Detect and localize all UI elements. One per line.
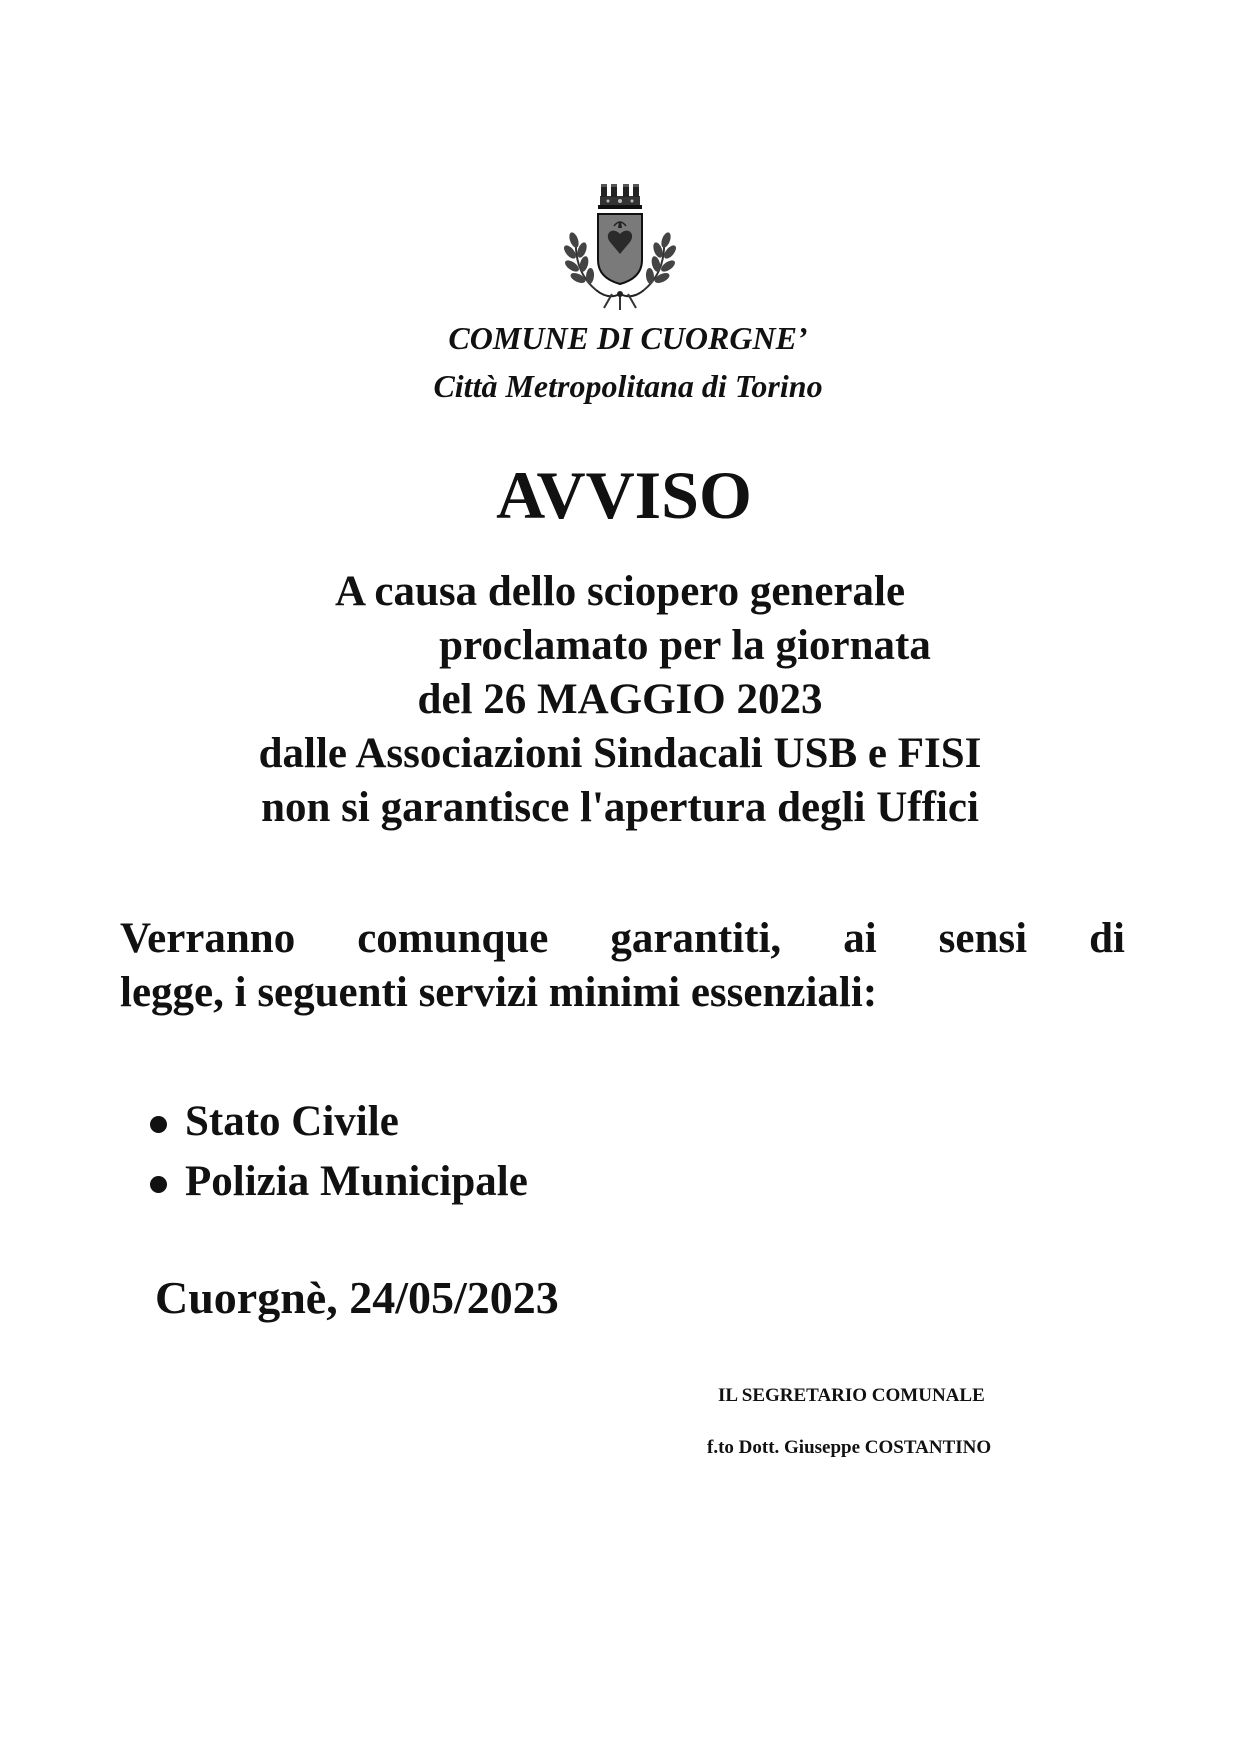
guarantee-word: ai — [843, 915, 877, 962]
municipality-name: COMUNE DI CUORGNE’ — [448, 320, 808, 356]
province-name: Città Metropolitana di Torino — [433, 368, 823, 404]
list-item — [150, 1092, 528, 1152]
body-line: del 26 MAGGIO 2023 — [417, 676, 823, 723]
laurel-branch-right-icon — [644, 231, 678, 290]
ribbon-icon — [596, 290, 644, 310]
signature-name: f.to Dott. Giuseppe COSTANTINO — [707, 1437, 992, 1458]
service-label: Polizia Municipale — [185, 1158, 528, 1205]
body-line: non si garantisce l'apertura degli Uffici — [261, 784, 979, 831]
service-label: Stato Civile — [185, 1098, 399, 1145]
guarantee-line-1 — [120, 912, 1125, 966]
body-line: proclamato per la giornata — [439, 622, 931, 669]
notice-body — [0, 565, 1240, 835]
guarantee-word: Verranno — [120, 915, 296, 962]
bullet-icon — [150, 1116, 167, 1133]
place-date: Cuorgnè, 24/05/2023 — [155, 1272, 559, 1323]
notice-title: AVVISO — [496, 457, 752, 533]
body-line: dalle Associazioni Sindacali USB e FISI — [258, 730, 982, 777]
services-list — [150, 1092, 528, 1212]
guarantee-word: di — [1089, 915, 1125, 962]
body-line: A causa dello sciopero generale — [334, 568, 906, 615]
guarantee-line-2: legge, i seguenti servizi minimi essenziali: — [120, 969, 878, 1016]
bullet-icon — [150, 1176, 167, 1193]
guarantee-word: garantiti, — [610, 915, 782, 962]
shield-icon — [598, 214, 642, 284]
laurel-branch-left-icon — [562, 231, 596, 290]
signature-role: IL SEGRETARIO COMUNALE — [718, 1385, 985, 1406]
coat-of-arms-icon — [560, 178, 680, 312]
crown-icon — [598, 184, 642, 209]
guarantee-word: comunque — [357, 915, 549, 962]
guarantee-paragraph — [120, 912, 1125, 1020]
guarantee-word: sensi — [938, 915, 1028, 962]
list-item — [150, 1152, 528, 1212]
